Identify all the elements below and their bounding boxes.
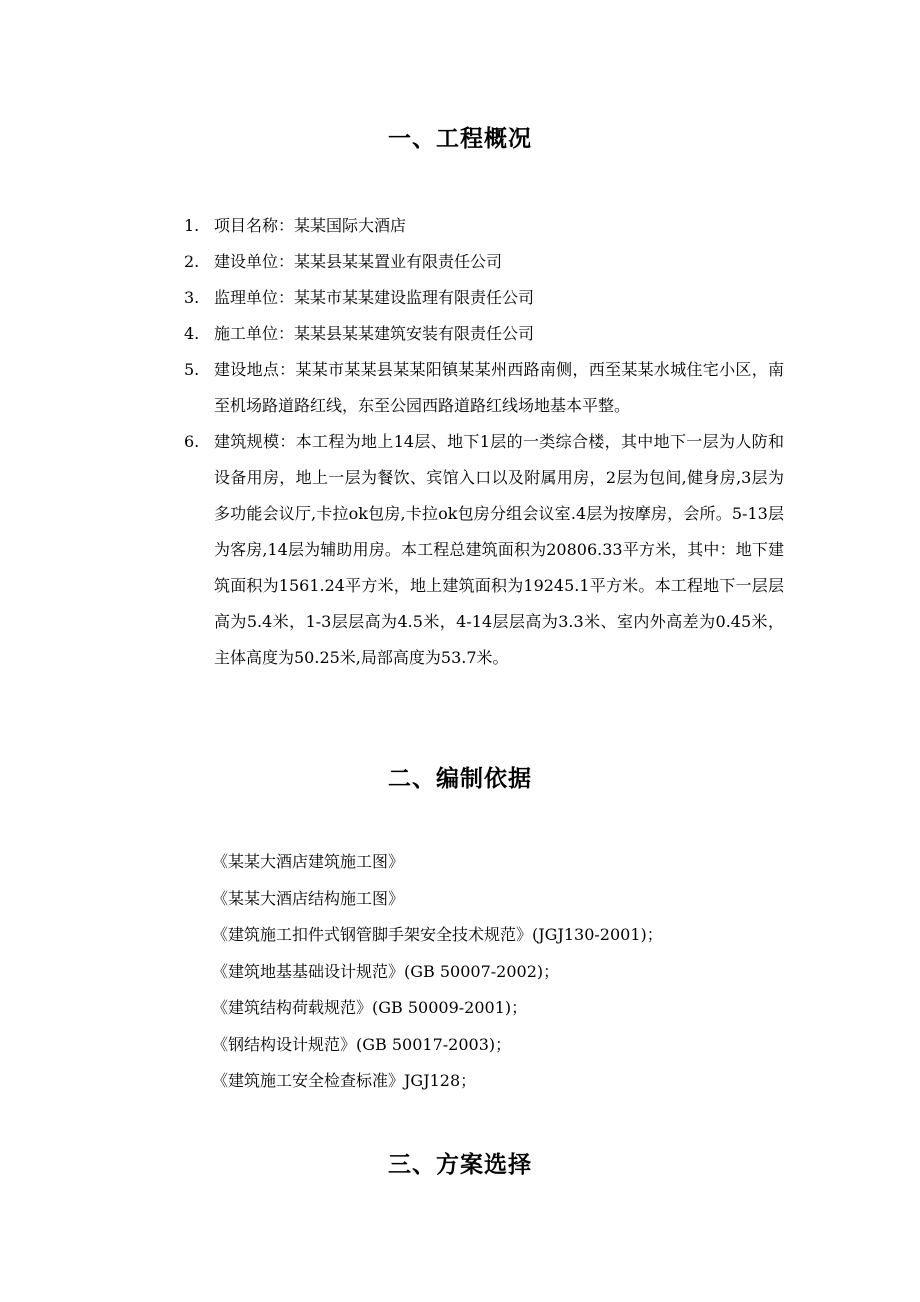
list-item bbox=[184, 244, 784, 280]
section-title-overview: 一、工程概况 bbox=[388, 126, 532, 152]
list-item-text: 施工单位：某某县某某建筑安装有限责任公司 bbox=[214, 324, 535, 343]
list-item-number: 4. bbox=[184, 324, 200, 343]
reference-item: 《建筑施工安全检查标准》JGJ128； bbox=[212, 1071, 477, 1090]
list-item bbox=[184, 424, 784, 676]
list-item-number: 3. bbox=[184, 288, 200, 307]
list-item-number: 1. bbox=[184, 216, 200, 235]
reference-item: 《某某大酒店建筑施工图》 bbox=[212, 852, 405, 871]
list-item-text: 建设单位：某某县某某置业有限责任公司 bbox=[214, 252, 503, 271]
list-item bbox=[184, 352, 784, 424]
reference-item: 《建筑施工扣件式钢管脚手架安全技术规范》(JGJ130-2001)； bbox=[212, 925, 663, 944]
list-item-text: 建筑规模：本工程为地上14层、地下1层的一类综合楼，其中地下一层为人防和设备用房，地上一层为餐饮、宾馆入口以及附属用房，2层为包间,健身房,3层为多功能会议厅,卡拉ok包房,卡拉ok包房分组会议室.4层为按摩房，会所。5-13层为客房,14层为辅助用房。本工程总建筑面积为20806.33平方米，其中：地下建筑面积为1561.24平方米，地上建筑面积为19245.1平方米。本工程地下一层层高为5.4米，1-3层层高为4.5米，4-14层层高为3.3米、室内外高差为0.45米，主体高度为50.25米,局部高度为53.7米。 bbox=[214, 432, 784, 667]
list-item-text: 监理单位：某某市某某建设监理有限责任公司 bbox=[214, 288, 535, 307]
list-item-text: 项目名称：某某国际大酒店 bbox=[214, 216, 407, 235]
reference-item: 《钢结构设计规范》(GB 50017-2003)； bbox=[212, 1034, 512, 1054]
list-item-number: 2. bbox=[184, 252, 200, 271]
reference-item: 《建筑地基基础设计规范》(GB 50007-2002)； bbox=[212, 961, 560, 981]
section-title-scheme: 三、方案选择 bbox=[388, 1152, 532, 1178]
reference-item: 《某某大酒店结构施工图》 bbox=[212, 888, 405, 908]
list-item bbox=[184, 208, 784, 244]
list-item-number: 5. bbox=[184, 360, 200, 379]
reference-item: 《建筑结构荷载规范》(GB 50009-2001)； bbox=[212, 998, 528, 1017]
list-item-text: 建设地点：某某市某某县某某阳镇某某州西路南侧，西至某某水城住宅小区，南至机场路道路红线，东至公园西路道路红线场地基本平整。 bbox=[214, 360, 784, 415]
list-item bbox=[184, 280, 784, 316]
section-title-basis: 二、编制依据 bbox=[388, 766, 532, 792]
overview-list bbox=[184, 208, 784, 676]
list-item bbox=[184, 316, 784, 352]
reference-list bbox=[212, 844, 663, 1100]
list-item-number: 6. bbox=[184, 432, 200, 451]
